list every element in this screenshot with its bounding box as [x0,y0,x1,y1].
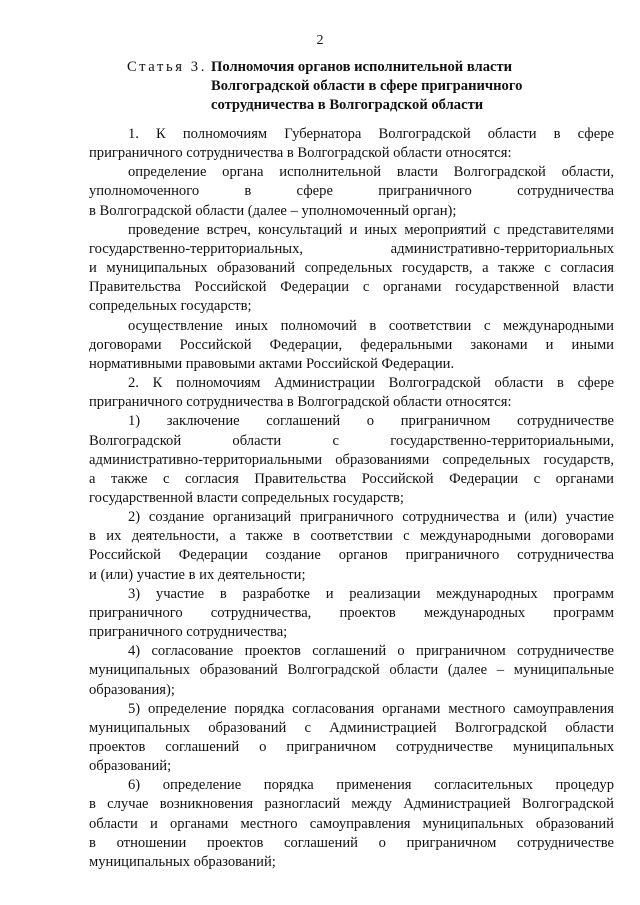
body-text-line: административно-территориальными образованиями сопредельных государств, [89,451,614,468]
body-text-line: Российской Федерации создание органов приграничного сотрудничества [89,547,614,564]
body-text-line: государственно-территориальных, административно-территориальных [89,240,614,257]
body-text-line: сопредельных государств; [89,298,252,315]
body-text-line: 1. К полномочиям Губернатора Волгоградской области в сфере [128,126,614,142]
body-text-line: области и органами местного самоуправления муниципальных образований [89,815,614,832]
article-heading [127,58,567,115]
body-text-line: нормативными правовыми актами Российской Федерации. [89,355,455,372]
body-text-line: осуществление иных полномочий в соответствии с международными [128,317,614,334]
body-text-line: 6) определение порядка применения согласительных процедур [128,777,614,794]
article-label: Статья 3. [127,59,207,75]
body-text-line: проектов соглашений о приграничном сотрудничестве муниципальных [89,739,614,755]
body-text-line: Волгоградской области с государственно-территориальными, [89,432,614,449]
article-title-line: Полномочия органов исполнительной власти [211,59,513,75]
article-title-line: сотрудничества в Волгоградской области [211,97,484,113]
body-text-line: и муниципальных образований сопредельных государств, а также с согласия [89,260,614,277]
body-text-line: определение органа исполнительной власти Волгоградской области, [128,164,614,181]
article-title-line: Волгоградской области в сфере приграничного [211,78,523,94]
body-text-line: и (или) участие в их деятельности; [89,566,306,583]
body-text-line: 2. К полномочиям Администрации Волгоградской области в сфере [128,375,614,392]
body-text-line: муниципальных образований; [89,853,276,870]
body-text-line: приграничного сотрудничества, проектов международных программ [89,604,614,621]
body-text-line: в отношении проектов соглашений о приграничном сотрудничестве [89,834,614,851]
body-text-line: а также с согласия Правительства Российской Федерации с органами [89,470,614,487]
body-text-line: приграничного сотрудничества; [89,624,288,641]
body-text-line: приграничного сотрудничества в Волгоградской области относятся: [89,394,512,411]
article-heading-row [127,96,567,115]
body-text-line: муниципальных образований с Администрацией Волгоградской области [89,719,614,736]
body-text-line: образований; [89,758,172,775]
body-text-line: проведение встреч, консультаций и иных мероприятий с представителями [128,221,614,238]
body-text-line: 4) согласование проектов соглашений о приграничном сотрудничестве [128,643,614,660]
article-body [89,125,614,872]
article-heading-row [127,77,567,96]
body-text-line: договорами Российской Федерации, федеральными законами и иными [89,336,614,353]
body-text-line: 1) заключение соглашений о приграничном сотрудничестве [128,413,614,430]
body-text-line: в случае возникновения разногласий между Администрацией Волгоградской [89,796,614,813]
body-text-line: 5) определение порядка согласования органами местного самоуправления [128,700,614,717]
body-text-line: в Волгоградской области (далее – уполномоченный орган); [89,202,457,219]
body-text-line: 3) участие в разработке и реализации международных программ [128,585,614,602]
page-number: 2 [316,33,324,48]
body-text-line: образования); [89,681,175,698]
body-text-line: муниципальных образований Волгоградской области (далее – муниципальные [89,662,614,679]
article-heading-row [127,58,567,77]
body-text-line: приграничного сотрудничества в Волгоградской области относятся: [89,145,512,162]
body-text-line: 2) создание организаций приграничного сотрудничества и (или) участие [128,509,614,526]
body-text-line: Правительства Российской Федерации с органами государственной власти [89,279,614,296]
body-text-line: в их деятельности, а также в соответствии с международными договорами [89,528,614,545]
body-text-line: уполномоченного в сфере приграничного сотрудничества [89,183,614,200]
body-text-line: государственной власти сопредельных государств; [89,489,404,506]
